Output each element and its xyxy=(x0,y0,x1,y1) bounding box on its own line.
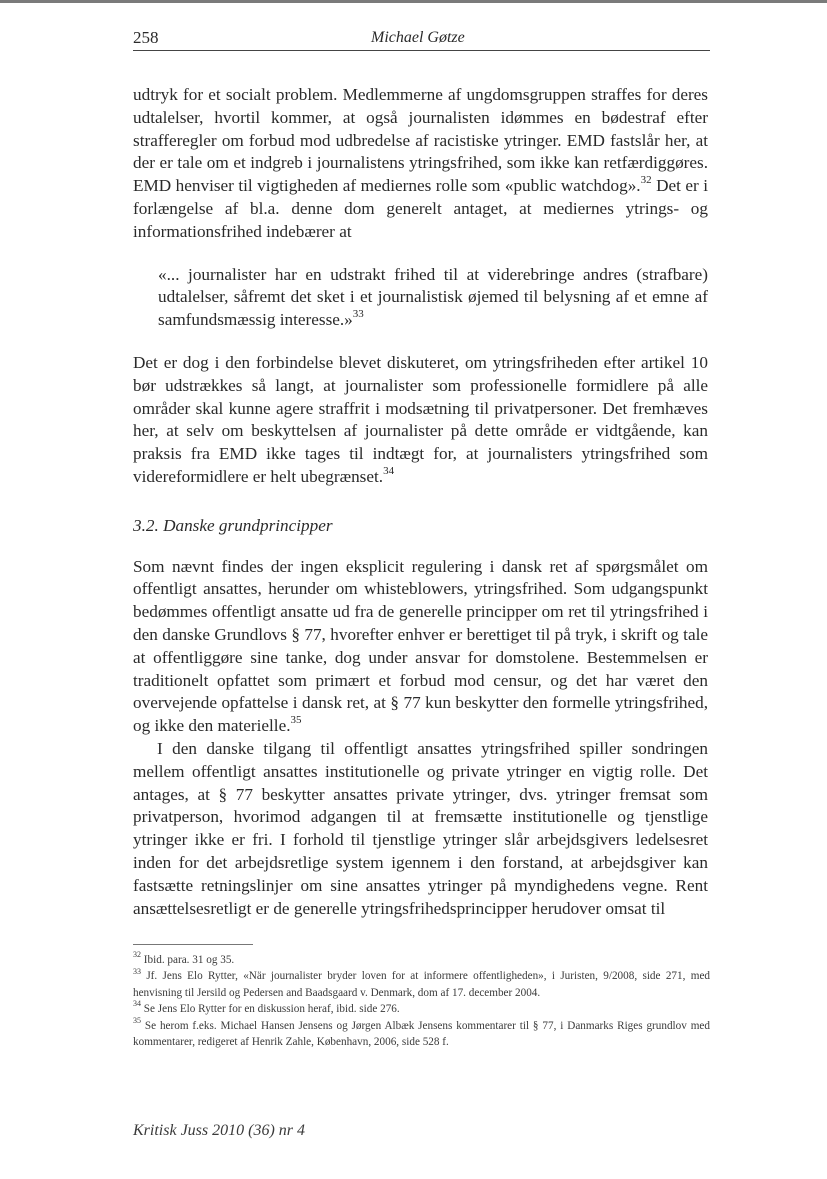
block-quote-text: «... journalister har en udstrakt frihed til at viderebringe andres (strafbare) udtalelser, såfremt det sket i et journalistisk øjemed til belysning af et emne af samfundsmæssig interesse.» xyxy=(158,264,708,330)
footnote-rule xyxy=(133,944,253,945)
header-rule xyxy=(133,50,710,51)
footnote-text: Ibid. para. 31 og 35. xyxy=(141,954,235,966)
block-quote xyxy=(158,264,708,332)
footnotes xyxy=(133,952,710,1050)
paragraph-3-text: Som nævnt findes der ingen eksplicit regulering i dansk ret af spørgsmålet om offentligt ansattes, herunder om whisteblowers, ytringsfrihed. Som udgangspunkt bedømmes offentligt ansatte ud fra de generelle principper om ret til ytringsfrihed i den danske Grundlovs § 77, hvorefter enhver er berettiget til på tryk, i skrift og tale at offentliggøre sine tanke, dog under ansvar for domstolene. Bestemmelsen er traditionelt opfattet som primært et forbud mod censur, og det har været den overvejende opfattelse i dansk ret, at § 77 kun beskytter den formelle ytringsfrihed, og ikke den materielle. xyxy=(133,556,708,736)
footnote-text: Se Jens Elo Rytter for en diskussion heraf, ibid. side 276. xyxy=(141,1003,400,1016)
paragraph-2-text: Det er dog i den forbindelse blevet diskuteret, om ytringsfriheden efter artikel 10 bør udstrækkes så langt, at journalister som professionelle formidlere på alle områder skal kunne agere straffrit i modsætning til privatpersoner. Det fremhæves her, at selv om beskyttelsen af journalister på dette område er vidtgående, kan praksis fra EMD ikke tages til indtægt for, at journalisters ytringsfrihed som videreformidlere er helt ubegrænset. xyxy=(133,352,708,486)
footnote-number: 32 xyxy=(133,950,141,960)
footnote-ref-33: 33 xyxy=(352,308,364,321)
footnote-ref-34: 34 xyxy=(383,465,395,478)
running-title: Michael Gøtze xyxy=(371,29,465,46)
paragraph-2 xyxy=(133,352,708,489)
footnote-number: 34 xyxy=(133,999,141,1009)
footnote xyxy=(133,1015,710,1051)
footnote-ref-32: 32 xyxy=(640,174,652,187)
footnote-text: Jf. Jens Elo Rytter, «När journalister bryder loven for at informere offentligheden», i Juristen, 9/2008, side 271, med henvisning til Jersild og Pedersen and Baadsgaard v. Denmark, dom af 17. december 2004. xyxy=(133,970,710,999)
footnote xyxy=(133,952,710,968)
footnote xyxy=(133,968,710,1001)
paragraph-1 xyxy=(133,84,708,244)
section-heading: 3.2. Danske grundprincipper xyxy=(133,515,333,535)
main-text xyxy=(133,84,708,920)
footnote-number: 33 xyxy=(133,966,141,976)
footnote xyxy=(133,1001,710,1017)
journal-footer: Kritisk Juss 2010 (36) nr 4 xyxy=(133,1122,305,1139)
footnote-number: 35 xyxy=(133,1015,141,1025)
paragraph-1-continuation: Det er i forlængelse af bl.a. denne dom generelt antaget, at mediernes ytrings- og informationsfrihed indebærer at xyxy=(133,176,708,241)
scan-edge xyxy=(0,0,827,3)
paragraph-1-text: udtryk for et socialt problem. Medlemmerne af ungdomsgruppen straffes for deres udtalelser, hvortil kommer, at også journalisten idømmes en bødestraf efter strafferegler om forbud mod udbredelse af racistiske ytringer. EMD fastslår her, at der er tale om et indgreb i journalistens ytringsfrihed, som ikke kan retfærdiggøres. EMD henviser til vigtigheden af mediernes rolle som «public watchdog». xyxy=(133,85,708,196)
paragraph-3 xyxy=(133,556,708,738)
footnote-text: Se herom f.eks. Michael Hansen Jensens og Jørgen Albæk Jensens kommentarer til § 77, i Danmarks Riges grundlov med kommentarer, redigeret af Henrik Zahle, København, 2006, side 528 f. xyxy=(133,1019,710,1049)
page-number: 258 xyxy=(133,28,159,47)
page-header xyxy=(133,28,708,52)
footnote-ref-35: 35 xyxy=(290,714,302,727)
paragraph-4: I den danske tilgang til offentligt ansattes ytringsfrihed spiller sondringen mellem offentligt ansattes institutionelle og private ytringer en vigtig rolle. Det antages, at § 77 beskytter ansattes private ytringer, dvs. ytringer fremsat som privatperson, hvorimod adgangen til at fremsætte institutionelle og tjenstlige ytringer ikke er fri. I forhold til tjenstlige ytringer slår arbejdsgivers ledelsesret inden for det arbejdsretlige system igennem i den forstand, at arbejdsgiver kan fastsætte retningslinjer om sine ansattes ytringer på myndighedens vegne. Rent ansættelsesretligt er de generelle ytringsfrihedsprincipper herudover omsat til xyxy=(133,738,708,918)
